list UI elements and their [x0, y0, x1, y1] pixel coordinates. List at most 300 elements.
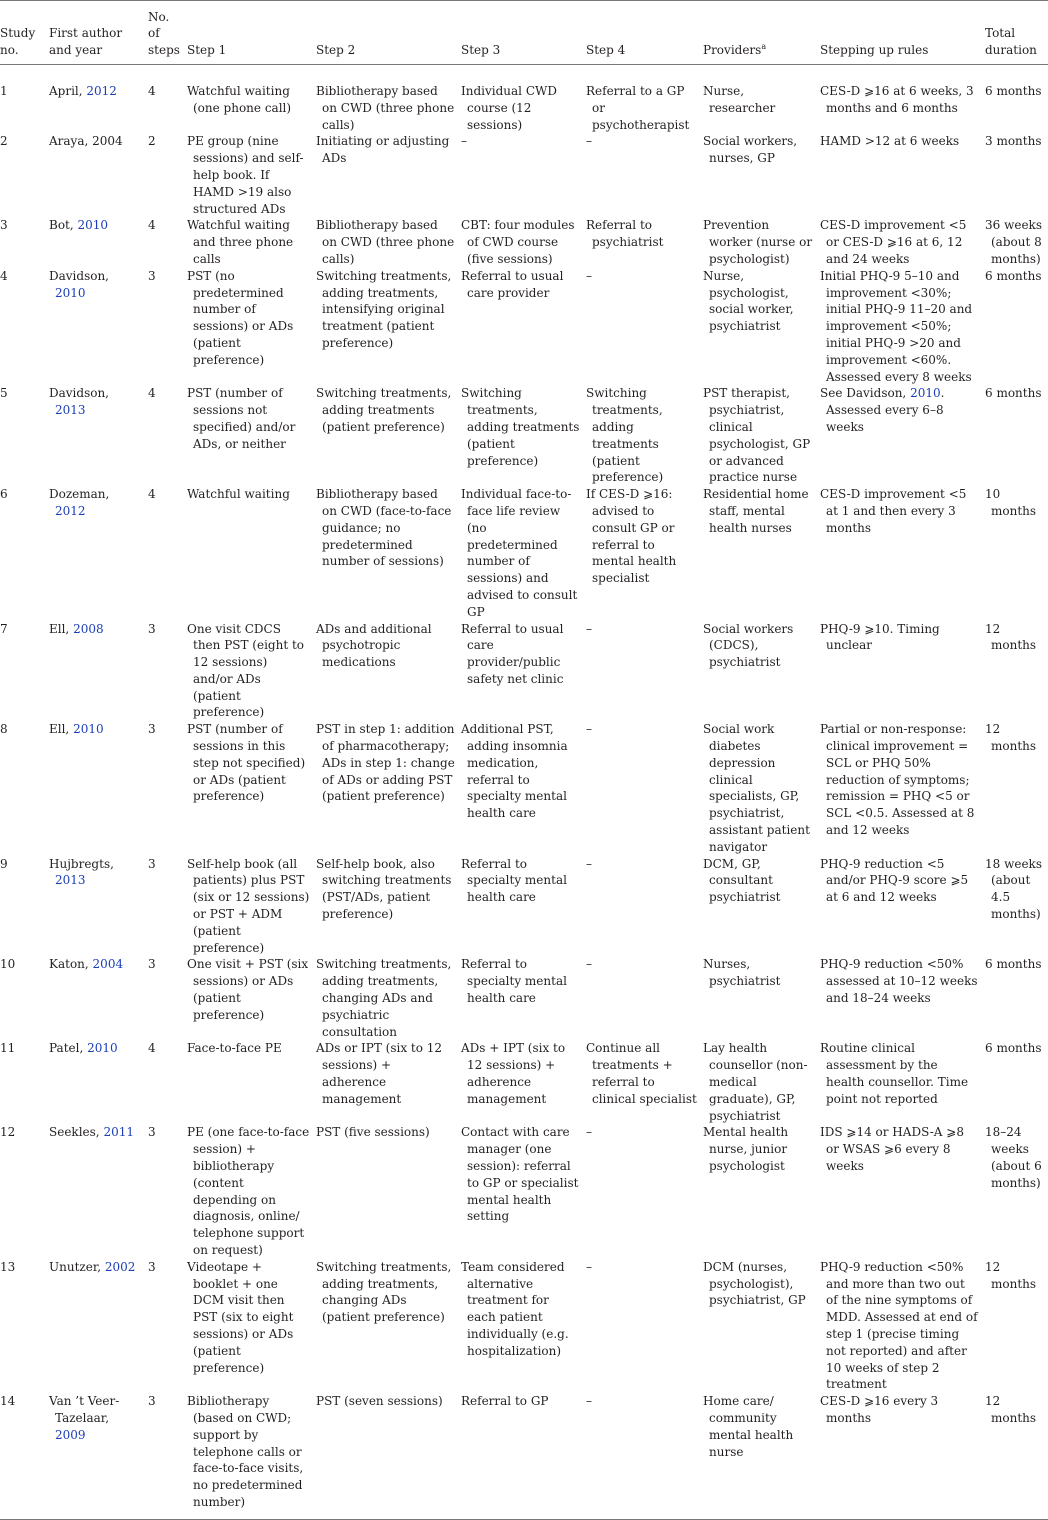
cell-step-2 [314, 217, 459, 267]
header-stepping-rules: Stepping up rules [820, 43, 929, 58]
cell-step-2-text: PST in step 1: addition of pharmacotherapy; ADs in step 1: change of ADs or adding PST (patient preference) [316, 722, 455, 804]
cell-step-4-text: If CES-D ⩾16: advised to consult GP or referral to mental health specialist [586, 487, 677, 586]
cell-stepping-rules [818, 1393, 983, 1519]
cell-study-no [0, 1040, 47, 1124]
stepping-rules-text [820, 385, 979, 435]
cell-no-of-steps [146, 721, 185, 855]
table-row [0, 1259, 1048, 1393]
cell-step-4 [584, 217, 701, 267]
cell-providers [701, 65, 818, 134]
cell-step-3 [459, 65, 584, 134]
cell-step-2 [314, 65, 459, 134]
author-name: Van ’t Veer-Tazelaar, [49, 1394, 120, 1425]
cell-stepping-rules-text: PHQ-9 reduction <50% assessed at 10–12 weeks and 18–24 weeks [820, 957, 978, 1006]
header-step-3: Step 3 [461, 43, 501, 58]
cell-total-duration-text: 6 months [985, 268, 1042, 283]
cell-step-4 [584, 385, 701, 486]
cell-step-3 [459, 1393, 584, 1519]
table-row [0, 721, 1048, 855]
author-name: Hujbregts, [49, 856, 114, 871]
cell-step-1-text: One visit + PST (six sessions) or ADs (patient preference) [187, 957, 309, 1022]
cell-step-3-text: Individual face-to-face life review (no predetermined number of sessions) and advised to consult GP [461, 487, 578, 619]
cell-no-of-steps [146, 856, 185, 957]
cell-total-duration [983, 1040, 1048, 1124]
cell-step-1 [185, 385, 314, 486]
cell-step-3-text: Individual CWD course (12 sessions) [461, 84, 557, 132]
cell-step-4 [584, 65, 701, 134]
cell-step-1-text: PST (no predetermined number of sessions) or ADs (patient preference) [187, 268, 294, 367]
cell-step-2 [314, 385, 459, 486]
cell-study-no-text: 7 [0, 621, 8, 636]
cell-study-no-text: 13 [0, 1259, 16, 1274]
citation-year-link[interactable]: 2002 [104, 1259, 136, 1274]
cell-step-4-text: – [586, 1394, 592, 1409]
cell-step-4-text: Switching treatments, adding treatments (patient preference) [586, 386, 664, 485]
cell-total-duration-text: 6 months [985, 386, 1042, 401]
cell-no-of-steps-text: 3 [148, 1125, 156, 1140]
cell-step-2 [314, 133, 459, 217]
cell-stepping-rules-text: HAMD >12 at 6 weeks [820, 134, 960, 149]
cell-first-author [47, 268, 146, 386]
cell-step-1-text: PST (number of sessions in this step not specified) or ADs (patient preference) [187, 722, 306, 804]
author-name: Araya, 2004 [49, 134, 123, 149]
cell-no-of-steps [146, 1393, 185, 1519]
cell-first-author [47, 133, 146, 217]
cell-total-duration [983, 721, 1048, 855]
cell-step-3-text: Referral to usual care provider [461, 268, 564, 300]
cell-total-duration [983, 217, 1048, 267]
cell-no-of-steps-text: 3 [148, 957, 156, 972]
cell-stepping-rules-text: CES-D improvement <5 or CES-D ⩾16 at 6, 12 and 24 weeks [820, 218, 967, 266]
cell-total-duration-text: 6 months [985, 1041, 1042, 1056]
cell-first-author [47, 217, 146, 267]
cell-total-duration-text: 36 weeks (about 8 months) [985, 218, 1042, 266]
cell-step-2 [314, 721, 459, 855]
cell-step-3 [459, 721, 584, 855]
cell-step-1 [185, 1393, 314, 1519]
author-text [49, 1040, 142, 1057]
cell-total-duration [983, 621, 1048, 722]
cell-step-2 [314, 1040, 459, 1124]
cell-first-author [47, 1259, 146, 1393]
citation-year-link[interactable]: 2010 [73, 722, 104, 737]
cell-study-no [0, 217, 47, 267]
cell-stepping-rules-text: PHQ-9 reduction <5 and/or PHQ-9 score ⩾5 at 6 and 12 weeks [820, 856, 969, 905]
cell-step-3-text: Switching treatments, adding treatments (patient preference) [461, 386, 580, 468]
cell-stepping-rules [818, 217, 983, 267]
table-row [0, 385, 1048, 486]
cell-no-of-steps [146, 486, 185, 620]
cell-step-1 [185, 856, 314, 957]
cell-providers-text: Lay health counsellor (non-medical graduate), GP, psychiatrist [703, 1041, 808, 1123]
cell-step-3-text: CBT: four modules of CWD course (five sessions) [461, 218, 575, 266]
cell-step-2-text: ADs and additional psychotropic medications [316, 621, 432, 670]
cell-step-4 [584, 721, 701, 855]
citation-year-link[interactable]: 2011 [103, 1125, 134, 1140]
cell-total-duration [983, 486, 1048, 620]
cell-step-4-text: – [586, 1125, 592, 1140]
author-text [49, 268, 142, 302]
cell-total-duration [983, 65, 1048, 134]
cell-total-duration [983, 133, 1048, 217]
cell-no-of-steps-text: 4 [148, 84, 156, 98]
citation-year-link[interactable]: 2008 [73, 621, 104, 636]
author-name: Patel, [49, 1041, 84, 1056]
author-name: Dozeman, [49, 487, 110, 502]
cell-stepping-rules [818, 956, 983, 1040]
cell-stepping-rules [818, 268, 983, 386]
table-row [0, 217, 1048, 267]
table-body [0, 65, 1048, 1520]
cell-no-of-steps [146, 268, 185, 386]
cell-step-4 [584, 956, 701, 1040]
cell-study-no-text: 4 [0, 268, 8, 283]
cell-no-of-steps-text: 3 [148, 722, 156, 737]
table-row [0, 133, 1048, 217]
cell-no-of-steps [146, 133, 185, 217]
cell-step-2-text: Self-help book, also switching treatments (PST/ADs, patient preference) [316, 856, 452, 922]
cell-total-duration-text: 3 months [985, 134, 1042, 149]
cell-first-author [47, 856, 146, 957]
cell-total-duration-text: 12 months [985, 621, 1037, 653]
cell-stepping-rules-text: Initial PHQ-9 5–10 and improvement <30%; initial PHQ-9 11–20 and improvement <50%; initial PHQ-9 >20 and improvement <60%. Assessed every 8 weeks [820, 268, 973, 384]
cell-no-of-steps-text: 4 [148, 386, 156, 401]
cell-step-1-text: PE group (nine sessions) and self-help book. If HAMD >19 also structured ADs [187, 134, 304, 216]
cell-total-duration [983, 956, 1048, 1040]
author-text [49, 133, 142, 150]
table-row [0, 1040, 1048, 1124]
cell-step-1-text: Self-help book (all patients) plus PST (six or 12 sessions) or PST + ADM (patient preference) [187, 856, 310, 955]
author-text [49, 856, 142, 890]
cell-step-3-text: Additional PST, adding insomnia medication, referral to specialty mental health care [461, 722, 568, 821]
cell-step-1-text: Face-to-face PE [187, 1041, 282, 1056]
header-total-duration: Total duration [985, 26, 1037, 58]
table-row [0, 65, 1048, 134]
header-row [0, 1, 1048, 65]
cell-stepping-rules [818, 721, 983, 855]
author-text [49, 1124, 142, 1141]
cell-study-no-text: 12 [0, 1125, 16, 1140]
cell-step-3 [459, 133, 584, 217]
cell-study-no [0, 65, 47, 134]
cell-providers-text: Social workers, nurses, GP [703, 134, 798, 166]
cell-stepping-rules [818, 1040, 983, 1124]
cell-stepping-rules-text: CES-D ⩾16 every 3 months [820, 1394, 939, 1425]
cell-providers-text: Home care/ community mental health nurse [703, 1394, 794, 1459]
cell-step-4-text: Referral to a GP or psychotherapist [586, 84, 690, 132]
cell-study-no-text: 1 [0, 84, 8, 98]
author-name: Katon, [49, 957, 89, 972]
cell-stepping-rules-text: CES-D improvement <5 at 1 and then every 3 months [820, 487, 967, 535]
cell-step-3-text: ADs + IPT (six to 12 sessions) + adherence management [461, 1041, 566, 1106]
cell-providers [701, 721, 818, 855]
author-name: Unutzer, [49, 1259, 102, 1274]
cell-no-of-steps [146, 956, 185, 1040]
cell-step-3 [459, 1259, 584, 1393]
cell-step-4 [584, 1124, 701, 1258]
cell-no-of-steps-text: 3 [148, 856, 156, 871]
cell-providers-text: DCM, GP, consultant psychiatrist [703, 856, 781, 905]
cell-step-3 [459, 268, 584, 386]
cell-first-author [47, 1393, 146, 1519]
cell-step-3-text: Contact with care manager (one session): referral to GP or specialist mental health setting [461, 1125, 579, 1224]
cell-stepping-rules-text: Partial or non-response: clinical improvement = SCL or PHQ 50% reduction of symptoms; remission = PHQ <5 or SCL <0.5. Assessed at 8 and 12 weeks [820, 722, 975, 838]
cell-step-1-text: Watchful waiting (one phone call) [187, 84, 292, 115]
cell-study-no-text: 10 [0, 957, 16, 972]
cell-study-no [0, 721, 47, 855]
table-row [0, 856, 1048, 957]
table-row [0, 621, 1048, 722]
cell-step-2-text: Bibliotherapy based on CWD (three phone calls) [316, 218, 455, 266]
cell-step-3 [459, 217, 584, 267]
table-row [0, 268, 1048, 386]
cell-total-duration-text: 12 months [985, 722, 1037, 754]
rules-prefix: See Davidson, [820, 386, 907, 401]
cell-providers-text: DCM (nurses, psychologist), psychiatrist, GP [703, 1259, 806, 1308]
cell-total-duration-text: 10 months [985, 487, 1037, 518]
author-text [49, 1259, 142, 1276]
cell-providers-text: Nurse, psychologist, social worker, psychiatrist [703, 268, 794, 334]
cell-step-3-text: Referral to specialty mental health care [461, 957, 567, 1006]
cell-stepping-rules [818, 385, 983, 486]
cell-no-of-steps-text: 4 [148, 218, 156, 233]
cell-study-no [0, 133, 47, 217]
author-text [49, 486, 142, 520]
cell-study-no-text: 3 [0, 218, 8, 233]
cell-providers [701, 1124, 818, 1258]
cell-step-1 [185, 721, 314, 855]
cell-providers-text: Social workers (CDCS), psychiatrist [703, 621, 794, 670]
cell-step-4-text: – [586, 1259, 592, 1274]
citation-year-link[interactable]: 2010 [910, 386, 941, 401]
cell-providers [701, 1259, 818, 1393]
citation-year-link[interactable]: 2010 [87, 1041, 118, 1056]
cell-stepping-rules-text: Routine clinical assessment by the health counsellor. Time point not reported [820, 1041, 969, 1106]
citation-year-link[interactable]: 2013 [55, 403, 86, 418]
cell-step-3-text: Referral to usual care provider/public safety net clinic [461, 621, 564, 686]
author-name: April, [49, 84, 83, 98]
cell-study-no-text: 2 [0, 134, 8, 149]
cell-no-of-steps-text: 3 [148, 1394, 156, 1409]
cell-first-author [47, 486, 146, 620]
cell-total-duration [983, 385, 1048, 486]
cell-total-duration [983, 856, 1048, 957]
cell-total-duration-text: 18 weeks (about 4.5 months) [985, 856, 1042, 922]
cell-providers-text: PST therapist, psychiatrist, clinical psychologist, GP or advanced practice nurse [703, 386, 811, 485]
cell-step-2-text: Switching treatments, adding treatments (patient preference) [316, 386, 452, 434]
cell-step-3-text: Referral to specialty mental health care [461, 856, 567, 905]
cell-step-2-text: ADs or IPT (six to 12 sessions) + adherence management [316, 1041, 443, 1106]
cell-step-4 [584, 1393, 701, 1519]
cell-providers-text: Residential home staff, mental health nurses [703, 487, 809, 535]
cell-step-1-text: One visit CDCS then PST (eight to 12 sessions) and/or ADs (patient preference) [187, 621, 305, 720]
cell-study-no-text: 8 [0, 722, 8, 737]
cell-step-3 [459, 1124, 584, 1258]
table-row [0, 1393, 1048, 1519]
cell-step-4 [584, 268, 701, 386]
cell-step-1-text: PST (number of sessions not specified) and/or ADs, or neither [187, 386, 296, 451]
table-header [0, 1, 1048, 65]
citation-year-link[interactable]: 2009 [55, 1427, 86, 1442]
cell-step-2-text: PST (seven sessions) [316, 1394, 443, 1409]
cell-providers [701, 217, 818, 267]
cell-step-2 [314, 621, 459, 722]
cell-providers [701, 133, 818, 217]
author-text [49, 217, 142, 234]
citation-year-link[interactable]: 2013 [55, 873, 86, 888]
cell-study-no-text: 11 [0, 1041, 16, 1056]
cell-study-no [0, 385, 47, 486]
cell-step-1-text: Watchful waiting [187, 487, 290, 502]
author-name: Davidson, [49, 386, 109, 401]
cell-step-2-text: Bibliotherapy based on CWD (face-to-face guidance; no predetermined number of sessions) [316, 487, 452, 569]
citation-year-link[interactable]: 2010 [77, 218, 109, 233]
cell-step-4 [584, 621, 701, 722]
cell-step-4-text: – [586, 856, 592, 871]
author-text [49, 956, 142, 973]
cell-step-2 [314, 956, 459, 1040]
header-step-4: Step 4 [586, 43, 626, 58]
cell-providers-text: Mental health nurse, junior psychologist [703, 1125, 789, 1173]
cell-stepping-rules [818, 486, 983, 620]
cell-total-duration [983, 1393, 1048, 1519]
cell-study-no [0, 856, 47, 957]
cell-no-of-steps-text: 3 [148, 621, 156, 636]
cell-step-4 [584, 486, 701, 620]
cell-no-of-steps-text: 4 [148, 1041, 156, 1056]
cell-stepping-rules [818, 856, 983, 957]
cell-step-4-text: Continue all treatments + referral to clinical specialist [586, 1041, 697, 1106]
cell-no-of-steps [146, 65, 185, 134]
cell-providers [701, 1393, 818, 1519]
cell-step-2-text: Switching treatments, adding treatments, changing ADs and psychiatric consultation [316, 957, 452, 1039]
cell-providers-text: Prevention worker (nurse or psychologist) [703, 218, 813, 266]
cell-step-1 [185, 486, 314, 620]
cell-study-no [0, 1259, 47, 1393]
table-row [0, 1124, 1048, 1258]
cell-stepping-rules-text: PHQ-9 reduction <50% and more than two out of the nine symptoms of MDD. Assessed at end of step 1 (precise timing not reported) and after 10 weeks of step 2 treatment [820, 1259, 978, 1392]
cell-providers [701, 486, 818, 620]
cell-step-2-text: Initiating or adjusting ADs [316, 134, 450, 166]
cell-step-4-text: – [586, 621, 592, 636]
cell-step-2 [314, 268, 459, 386]
cell-step-1 [185, 1040, 314, 1124]
header-providers-label: Providers [703, 43, 762, 58]
cell-no-of-steps [146, 621, 185, 722]
cell-step-2-text: Switching treatments, adding treatments, intensifying original treatment (patient preference) [316, 268, 452, 350]
cell-step-3-text: Team considered alternative treatment for each patient individually (e.g. hospitalization) [461, 1259, 569, 1358]
table-row [0, 486, 1048, 620]
header-providers [701, 1, 818, 65]
cell-study-no [0, 956, 47, 1040]
cell-first-author [47, 956, 146, 1040]
cell-stepping-rules [818, 621, 983, 722]
cell-step-4 [584, 1259, 701, 1393]
cell-step-3 [459, 856, 584, 957]
cell-first-author [47, 65, 146, 134]
cell-step-3 [459, 486, 584, 620]
cell-providers [701, 268, 818, 386]
cell-stepping-rules-text: PHQ-9 ⩾10. Timing unclear [820, 621, 940, 653]
cell-no-of-steps-text: 3 [148, 268, 156, 283]
cell-providers-text: Social work diabetes depression clinical specialists, GP, psychiatrist, assistant patient navigator [703, 722, 810, 854]
table-row [0, 956, 1048, 1040]
cell-no-of-steps-text: 2 [148, 134, 156, 149]
cell-providers [701, 621, 818, 722]
author-text [49, 385, 142, 419]
cell-total-duration-text: 12 months [985, 1259, 1037, 1291]
cell-step-3 [459, 621, 584, 722]
cell-stepping-rules [818, 1124, 983, 1258]
cell-step-4-text: Referral to psychiatrist [586, 218, 664, 250]
cell-step-3 [459, 1040, 584, 1124]
cell-step-2-text: Switching treatments, adding treatments, changing ADs (patient preference) [316, 1259, 452, 1325]
cell-first-author [47, 1124, 146, 1258]
cell-stepping-rules-text: CES-D ⩾16 at 6 weeks, 3 months and 6 months [820, 84, 974, 115]
cell-total-duration [983, 1259, 1048, 1393]
cell-study-no [0, 268, 47, 386]
cell-stepping-rules [818, 1259, 983, 1393]
cell-providers [701, 385, 818, 486]
cell-study-no-text: 6 [0, 487, 8, 502]
cell-first-author [47, 621, 146, 722]
cell-step-1-text: PE (one face-to-face session) + bibliotherapy (content depending on diagnosis, online/ telephone support on request) [187, 1125, 310, 1257]
cell-step-1-text: Videotape + booklet + one DCM visit then PST (six to eight sessions) or ADs (patient preference) [187, 1259, 294, 1375]
cell-step-4 [584, 856, 701, 957]
author-name: Davidson, [49, 268, 109, 283]
cell-step-2 [314, 1259, 459, 1393]
cell-step-4-text: – [586, 957, 592, 972]
cell-step-1 [185, 133, 314, 217]
cell-first-author [47, 721, 146, 855]
citation-year-link[interactable]: 2010 [55, 285, 86, 300]
cell-stepping-rules [818, 65, 983, 134]
cell-step-4 [584, 1040, 701, 1124]
cell-step-1 [185, 268, 314, 386]
cell-study-no-text: 9 [0, 856, 8, 871]
cell-step-4-text: – [586, 134, 592, 149]
cell-step-4 [584, 133, 701, 217]
cell-no-of-steps [146, 1124, 185, 1258]
cell-step-2 [314, 1124, 459, 1258]
header-no-of-steps: No. of steps [148, 9, 180, 58]
citation-year-link[interactable]: 2004 [92, 957, 124, 972]
author-name: Bot, [49, 218, 74, 233]
header-step-2: Step 2 [316, 43, 356, 58]
cell-step-3 [459, 956, 584, 1040]
cell-total-duration [983, 1124, 1048, 1258]
cell-step-1 [185, 621, 314, 722]
cell-no-of-steps [146, 385, 185, 486]
cell-step-2 [314, 486, 459, 620]
cell-step-1 [185, 956, 314, 1040]
cell-study-no [0, 486, 47, 620]
cell-total-duration-text: 12 months [985, 1394, 1037, 1425]
cell-total-duration [983, 268, 1048, 386]
cell-providers-text: Nurse, researcher [703, 84, 776, 115]
author-name: Seekles, [49, 1125, 100, 1140]
rules-suffix: . Assessed every 6–8 weeks [826, 386, 945, 434]
author-text [49, 721, 142, 738]
providers-footnote-marker: a [761, 42, 767, 52]
cell-step-4-text: – [586, 268, 592, 283]
citation-year-link[interactable]: 2012 [86, 84, 117, 98]
cell-study-no [0, 621, 47, 722]
citation-year-link[interactable]: 2012 [55, 503, 86, 518]
cell-step-3-text: Referral to GP [461, 1394, 549, 1409]
cell-providers [701, 1040, 818, 1124]
cell-step-2-text: Bibliotherapy based on CWD (three phone calls) [316, 84, 455, 132]
